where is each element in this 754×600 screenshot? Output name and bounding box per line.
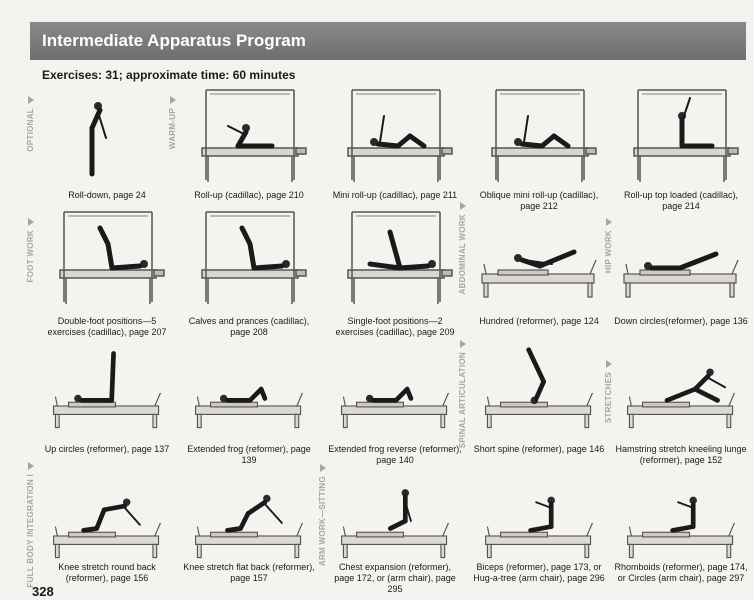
exercise-caption: Chest expansion (reformer), page 172, or (arm chair), page 295	[334, 562, 456, 594]
exercise-illustration	[188, 476, 310, 566]
exerciser-figure	[74, 354, 113, 403]
reformer-frame	[486, 393, 593, 428]
exercise-caption: Rhomboids (reformer), page 174, or Circles (arm chair), page 297	[614, 562, 748, 583]
exercise-caption: Knee stretch round back (reformer), page 156	[58, 562, 156, 583]
section-arrow-icon	[28, 462, 34, 470]
cadillac-frame	[348, 90, 452, 182]
section-label-fullbody: FULL BODY INTEGRATION I	[24, 462, 38, 588]
section-arrow-icon	[460, 340, 466, 348]
exerciser-figure	[514, 116, 568, 146]
exerciser-figure	[92, 102, 106, 174]
exerciser-figure	[667, 369, 725, 401]
section-label-armwork: ARM WORK—SITTING	[316, 464, 330, 566]
section-arrow-icon	[28, 218, 34, 226]
exerciser-figure	[390, 489, 411, 528]
exercise-caption: Hundred (reformer), page 124	[479, 316, 599, 326]
exercise-caption: Down circles(reformer), page 136	[614, 316, 748, 326]
exercise-illustration	[188, 88, 310, 184]
exerciser-figure	[227, 495, 281, 531]
exercise-illustration	[188, 208, 310, 308]
exerciser-figure	[678, 98, 712, 146]
cadillac-frame	[202, 90, 306, 182]
exercise-illustration	[334, 476, 456, 566]
exerciser-figure	[228, 124, 272, 146]
exerciser-figure	[242, 228, 290, 268]
exercise-caption: Biceps (reformer), page 173, or Hug-a-tree (arm chair), page 296	[473, 562, 605, 583]
section-label-warmup: WARM-UP	[166, 96, 180, 149]
exercise-caption: Roll-up top loaded (cadillac), page 214	[623, 190, 739, 211]
exercise-caption: Up circles (reformer), page 137	[44, 444, 170, 454]
exercise-caption: Oblique mini roll-up (cadillac), page 212	[479, 190, 599, 211]
exerciser-figure	[673, 497, 697, 531]
exercise-illustration	[334, 88, 456, 184]
exercise-illustration	[188, 346, 310, 436]
exercise-illustration	[620, 476, 742, 566]
exerciser-figure	[84, 499, 140, 531]
exerciser-figure	[366, 389, 411, 402]
section-arrow-icon	[606, 360, 612, 368]
exercise-illustration	[478, 476, 600, 566]
exercise-illustration	[46, 208, 168, 308]
exercise-caption: Roll-down, page 24	[68, 190, 146, 200]
exercise-illustration	[46, 476, 168, 566]
exercise-caption: Double-foot positions—5 exercises (cadillac), page 207	[47, 316, 167, 337]
section-label-stretches: STRETCHES	[602, 360, 616, 423]
exercise-illustration	[334, 346, 456, 436]
section-arrow-icon	[606, 218, 612, 226]
exercise-illustration	[478, 208, 600, 308]
cadillac-frame	[348, 212, 452, 304]
section-label-hipwork: HIP WORK	[602, 218, 616, 273]
exerciser-figure	[370, 116, 424, 146]
cadillac-frame	[634, 90, 738, 182]
section-arrow-icon	[320, 464, 326, 472]
exerciser-figure	[514, 252, 574, 266]
exerciser-figure	[529, 350, 544, 404]
section-arrow-icon	[460, 202, 466, 210]
page-title-banner	[30, 22, 746, 60]
page-number: 328	[32, 584, 54, 599]
section-label-spinal: SPINAL ARTICULATION	[456, 340, 470, 448]
cadillac-frame	[492, 90, 596, 182]
exercise-illustration	[334, 208, 456, 308]
exercise-caption: Knee stretch flat back (reformer), page 157	[183, 562, 315, 583]
exercise-caption: Calves and prances (cadillac), page 208	[188, 316, 310, 337]
exercise-illustration	[620, 208, 742, 308]
section-label-optional: OPTIONAL	[24, 96, 38, 152]
exercise-illustration	[478, 88, 600, 184]
exercise-caption: Short spine (reformer), page 146	[473, 444, 605, 454]
exerciser-figure	[644, 254, 716, 270]
section-arrow-icon	[170, 96, 176, 104]
exercise-caption: Single-foot positions—2 exercises (cadillac), page 209	[335, 316, 455, 337]
program-summary: Exercises: 31; approximate time: 60 minutes	[42, 68, 296, 82]
reformer-frame	[54, 523, 161, 558]
exerciser-figure	[220, 389, 265, 402]
exercise-illustration	[620, 88, 742, 184]
exercise-caption: Hamstring stretch kneeling lunge (reformer), page 152	[615, 444, 747, 465]
section-arrow-icon	[28, 96, 34, 104]
exerciser-figure	[100, 228, 148, 268]
exerciser-figure	[370, 232, 436, 268]
reformer-frame	[628, 393, 735, 428]
reformer-frame	[196, 523, 303, 558]
exercise-caption: Extended frog reverse (reformer), page 140	[328, 444, 462, 465]
exercise-illustration	[46, 88, 168, 184]
section-label-footwork: FOOT WORK	[24, 218, 38, 282]
exercise-illustration	[46, 346, 168, 436]
page-title: Intermediate Apparatus Program	[42, 31, 306, 50]
exercise-illustration	[620, 346, 742, 436]
exercise-illustration	[478, 346, 600, 436]
exercise-caption: Extended frog (reformer), page 139	[187, 444, 311, 465]
exercise-caption: Roll-up (cadillac), page 210	[194, 190, 304, 200]
exercise-caption: Mini roll-up (cadillac), page 211	[332, 190, 458, 200]
section-label-abdominal: ABDOMINAL WORK	[456, 202, 470, 295]
exerciser-figure	[531, 497, 555, 531]
